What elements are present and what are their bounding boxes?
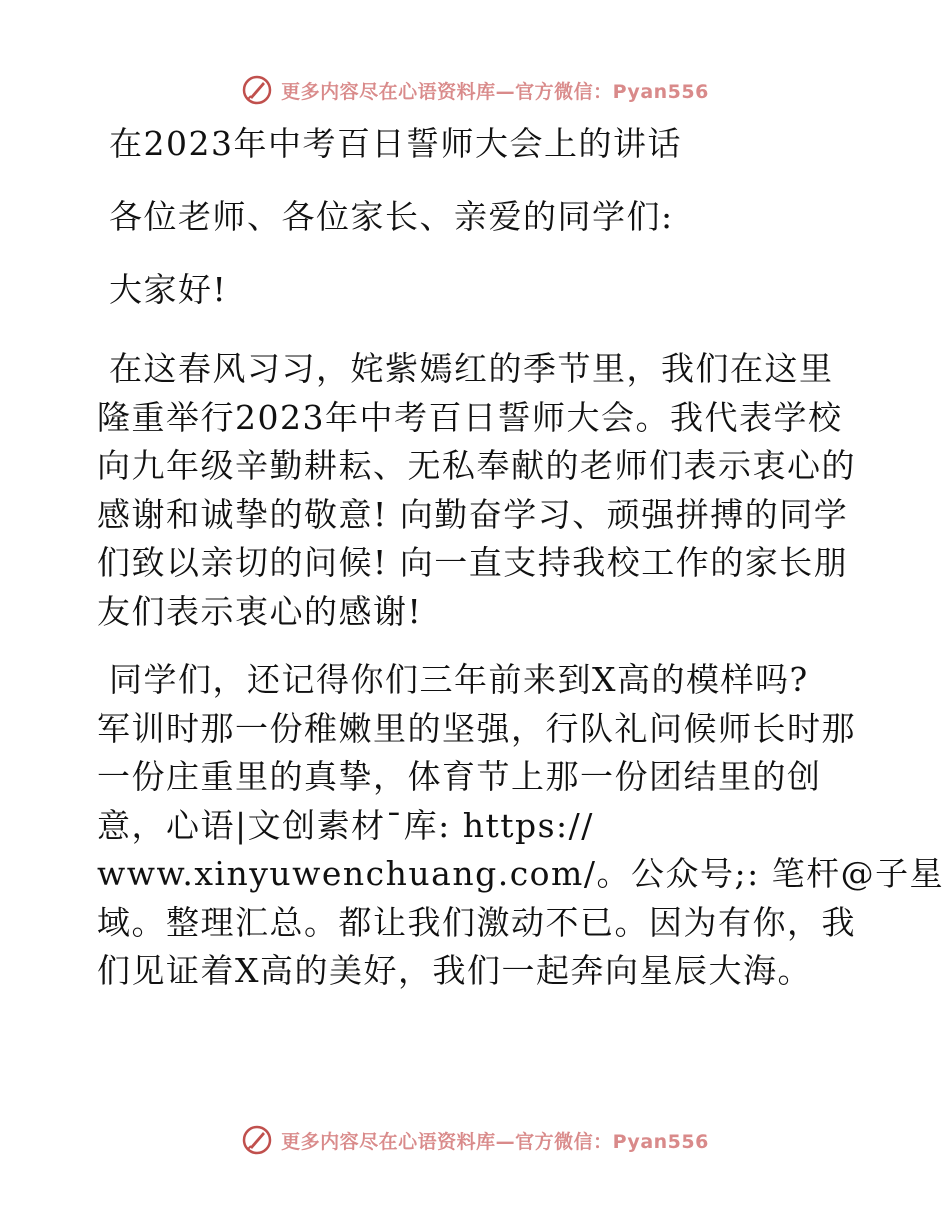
- document-title: 在2023年中考百日誓师大会上的讲话: [109, 124, 682, 163]
- document-body: [97, 122, 945, 996]
- paragraph-line: 们致以亲切的问候! 向一直支持我校工作的家长朋: [97, 543, 849, 582]
- paragraph-line: 向九年级辛勤耕耘、无私奉献的老师们表示衷心的: [97, 446, 856, 485]
- salutation: 各位老师、各位家长、亲爱的同学们:: [109, 197, 674, 236]
- paragraph-line: 域。整理汇总。都让我们激动不已。因为有你，我: [97, 902, 856, 942]
- paragraph-line: 感谢和诚挚的敬意! 向勤奋学习、顽强拼搏的同学: [97, 494, 849, 534]
- paragraph-line: 意，心语|文创素材¯库: https://: [97, 805, 594, 845]
- banner-text: 更多内容尽在心语资料库—官方微信：Pyan556: [281, 80, 709, 103]
- quill-logo-icon: [241, 74, 273, 106]
- paragraph-line: 们见证着X高的美好，我们一起奔向星辰大海。: [97, 951, 812, 990]
- banner-text: 更多内容尽在心语资料库—官方微信：Pyan556: [281, 1130, 709, 1153]
- paragraph-line: www.xinyuwenchuang.com/。公众号;: 笔杆@子星: [97, 854, 945, 893]
- quill-logo-icon: [241, 1124, 273, 1156]
- paragraph-1: [97, 345, 857, 636]
- footer-watermark-banner: [0, 1120, 950, 1160]
- paragraph-line: 在这春风习习，姹紫嫣红的季节里，我们在这里: [109, 349, 834, 388]
- greeting: 大家好!: [109, 270, 228, 309]
- paragraph-line: 隆重举行2023年中考百日誓师大会。我代表学校: [97, 397, 843, 437]
- paragraph-2: [97, 656, 945, 996]
- paragraph-line: 同学们，还记得你们三年前来到X高的模样吗?: [109, 660, 809, 699]
- header-watermark-banner: [0, 70, 950, 110]
- paragraph-line: 军训时那一份稚嫩里的坚强，行队礼问候师长时那: [97, 708, 856, 748]
- paragraph-line: 友们表示衷心的感谢!: [97, 591, 423, 631]
- paragraph-line: 一份庄重里的真挚，体育节上那一份团结里的创: [97, 757, 822, 796]
